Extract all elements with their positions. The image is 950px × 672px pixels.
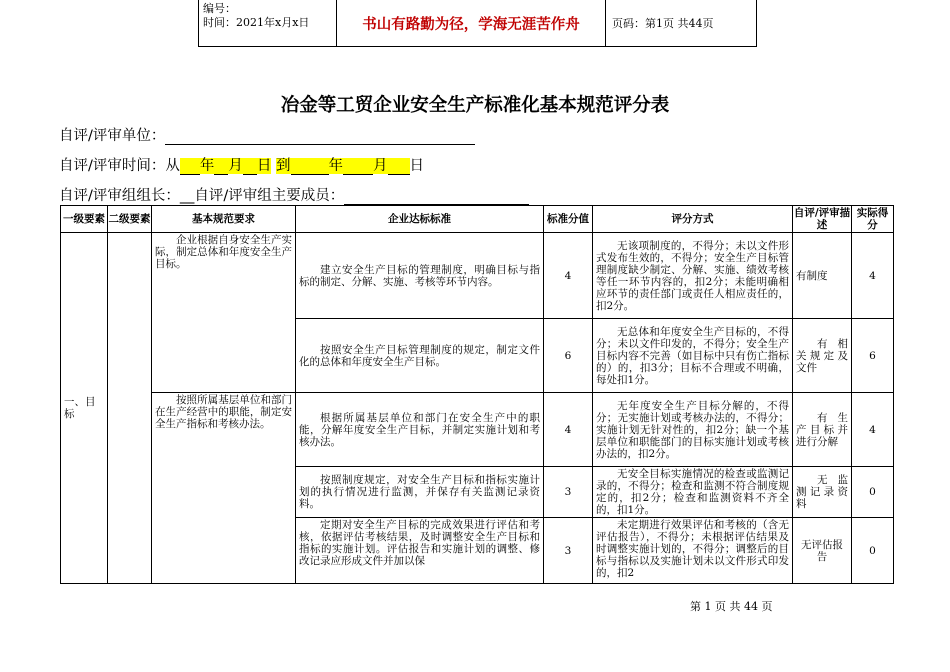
time-label: 自评/评审时间：从 [59, 158, 180, 174]
leader-field[interactable]: __ [179, 188, 195, 204]
description-cell[interactable]: 有制度 [793, 233, 852, 319]
start-year-field[interactable] [180, 158, 200, 175]
standard-cell: 建立安全生产目标的管理制度，明确目标与指标的制定、分解、实施、考核等环节内容。 [296, 233, 544, 319]
end-month-field[interactable] [343, 158, 373, 175]
header-meta [199, 0, 337, 46]
actual-score-cell[interactable]: 0 [852, 518, 894, 584]
table-header-row [61, 206, 894, 233]
score-cell: 3 [544, 467, 593, 518]
method-cell: 未定期进行效果评估和考核的（含无评估报告），不得分；未根据评估结果及时调整实施计划的，不得分；调整后的目标与指标以及实施计划未以文件形式印发的，扣2 [593, 518, 793, 584]
col-header-element1: 一级要素 [61, 206, 108, 233]
header-motto: 书山有路勤为径，学海无涯苦作舟 [337, 0, 606, 46]
header-number: 编号： [203, 2, 236, 15]
standard-cell: 按照制度规定，对安全生产目标和指标实施计划的执行情况进行监测，并保存有关监测记录资料。 [296, 467, 544, 518]
end-day-field[interactable] [388, 158, 410, 175]
start-month-label: 月 [228, 158, 243, 174]
start-year-label: 年 [199, 158, 215, 174]
end-day-label: 日 [409, 158, 424, 174]
members-label: 自评/评审组主要成员： [194, 188, 345, 204]
end-year-label: 年 [328, 158, 343, 174]
element2-cell [108, 233, 152, 584]
col-header-score: 标准分值 [544, 206, 593, 233]
actual-score-cell[interactable]: 4 [852, 393, 894, 467]
document-title: 冶金等工贸企业安全生产标准化基本规范评分表 [280, 95, 670, 116]
col-header-method: 评分方式 [593, 206, 793, 233]
start-day-field[interactable] [243, 158, 257, 175]
element1-cell: 一、目标 [61, 233, 108, 584]
actual-score-cell[interactable]: 6 [852, 319, 894, 393]
standard-cell: 按照安全生产目标管理制度的规定，制定文件化的总体和年度安全生产目标。 [296, 319, 544, 393]
team-line [59, 184, 529, 205]
start-month-field[interactable] [214, 158, 228, 175]
unit-field[interactable] [165, 129, 475, 145]
description-cell[interactable]: 有生产目标并进行分解 [793, 393, 852, 467]
end-month-label: 月 [373, 158, 388, 174]
requirement-cell: 企业根据自身安全生产实际，制定总体和年度安全生产目标。 [152, 233, 296, 393]
col-header-standard: 企业达标标准 [296, 206, 544, 233]
description-cell[interactable]: 无监测记录资料 [793, 467, 852, 518]
start-day-label: 日 [256, 158, 272, 174]
method-cell: 无年度安全生产目标分解的，不得分；无实施计划或考核办法的，不得分；实施计划无针对性的，扣2分；缺一个基层单位和职能部门的目标实施计划或考核办法的，扣2分。 [593, 393, 793, 467]
table-row [61, 393, 894, 467]
header-date: 时间：2021年x月x日 [203, 16, 310, 29]
unit-line [59, 124, 475, 145]
header-page: 页码：第1页 共44页 [612, 17, 714, 30]
page-header [198, 0, 757, 47]
score-cell: 4 [544, 393, 593, 467]
unit-label: 自评/评审单位： [59, 128, 166, 144]
scoring-table [60, 205, 894, 584]
col-header-requirement: 基本规范要求 [152, 206, 296, 233]
score-cell: 3 [544, 518, 593, 584]
requirement-cell: 按照所属基层单位和部门在生产经营中的职能，制定安全生产指标和考核办法。 [152, 393, 296, 584]
table-row [61, 233, 894, 319]
time-line [59, 154, 424, 175]
to-label: 到 [276, 158, 291, 174]
actual-score-cell[interactable]: 0 [852, 467, 894, 518]
method-cell: 无总体和年度安全生产目标的，不得分；未以文件印发的，不得分；安全生产目标内容不完善（如目标中只有伤亡指标的）的，扣3分；目标不合理或不明确，每处扣1分。 [593, 319, 793, 393]
col-header-description: 自评/评审描 述 [793, 207, 851, 231]
description-cell[interactable]: 无评估报告 [793, 518, 852, 584]
standard-cell: 根据所属基层单位和部门在安全生产中的职能，分解年度安全生产目标，并制定实施计划和考核办法。 [296, 393, 544, 467]
standard-cell: 定期对安全生产目标的完成效果进行评估和考核，依据评估考核结果，及时调整安全生产目标和指标的实施计划。评估报告和实施计划的调整、修改记录应形成文件并加以保 [296, 518, 544, 584]
page-footer: 第 1 页 共 44 页 [690, 600, 773, 613]
end-year-field[interactable] [291, 158, 329, 175]
description-cell[interactable]: 有相关规定及文件 [793, 319, 852, 393]
col-header-element2: 二级要素 [108, 206, 152, 233]
method-cell: 无安全目标实施情况的检查或监测记录的，不得分；检查和监测不符合制度规定的，扣2分；检查和监测资料不齐全的，扣1分。 [593, 467, 793, 518]
actual-score-cell[interactable]: 4 [852, 233, 894, 319]
method-cell: 无该项制度的，不得分；未以文件形式发布生效的，不得分；安全生产目标管理制度缺少制定、分解、实施、绩效考核等任一环节内容的，扣2分；未能明确相应环节的责任部门或责任人相应责任的，扣2分。 [593, 233, 793, 319]
members-field[interactable] [344, 189, 529, 205]
score-cell: 4 [544, 233, 593, 319]
col-header-actual: 实际得分 [852, 206, 894, 233]
leader-label: 自评/评审组组长： [59, 188, 180, 204]
score-cell: 6 [544, 319, 593, 393]
